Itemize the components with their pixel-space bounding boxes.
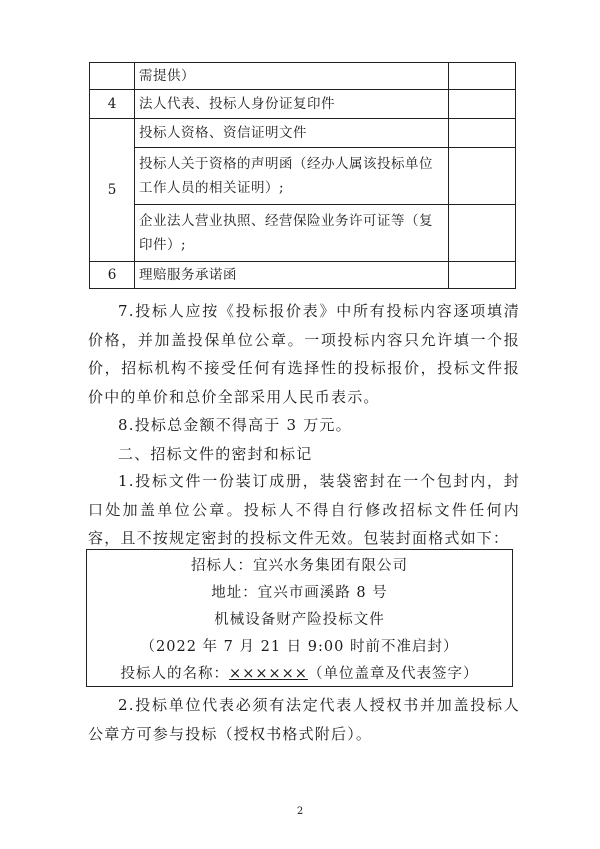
table-row [90, 262, 516, 289]
envelope-deadline: （2022 年 7 月 21 日 9:00 时前不准启封） [140, 639, 459, 655]
row-item-group [135, 119, 449, 262]
row-number: 4 [90, 90, 135, 119]
row-item: 需提供） [135, 63, 449, 90]
row-remark [449, 262, 516, 289]
page-number: 2 [296, 806, 304, 817]
row-remark [449, 63, 516, 90]
row-sub-item: 企业法人营业执照、经营保险业务许可证等（复印件）; [139, 213, 433, 253]
table-row [90, 119, 516, 262]
document-checklist-table [89, 62, 516, 289]
row-item: 理赔服务承诺函 [135, 262, 449, 289]
row-number: 5 [90, 119, 135, 262]
row-sub-remark [449, 119, 515, 148]
row-sub-remark [449, 205, 515, 261]
paragraph-total-amount: 8.投标总金额不得高于 3 万元。 [118, 416, 352, 434]
table-row [90, 63, 516, 90]
bidder-note: （单位盖章及代表签字） [307, 666, 479, 682]
bidder-label: 投标人的名称： [120, 666, 230, 682]
paragraph-sealing: 1.投标文件一份装订成册，装袋密封在一个包封内，封口处加盖单位公章。投标人不得自行修改招标文件任何内容，且不按规定密封的投标文件无效。包装封面格式如下： [88, 472, 520, 547]
row-number [90, 63, 135, 90]
envelope-tenderer: 招标人：宜兴水务集团有限公司 [191, 558, 408, 574]
row-item: 法人代表、投标人身份证复印件 [135, 90, 449, 119]
row-remark [449, 90, 516, 119]
envelope-document-title: 机械设备财产险投标文件 [214, 612, 385, 628]
table-row [90, 90, 516, 119]
envelope-bidder-line [87, 662, 512, 683]
row-sub-remark [449, 148, 515, 205]
row-sub-item: 投标人资格、资信证明文件 [135, 119, 448, 148]
row-number: 6 [90, 262, 135, 289]
section-heading: 二、招标文件的密封和标记 [118, 445, 313, 463]
envelope-address: 地址：宜兴市画溪路 8 号 [211, 585, 388, 601]
paragraph-authorization: 2.投标单位代表必须有法定代表人授权书并加盖投标人公章方可参与投标（授权书格式附后）。 [88, 696, 520, 743]
envelope-cover-format [86, 549, 513, 687]
row-sub-item: 投标人关于资格的声明函（经办人属该投标单位工作人员的相关证明）; [135, 148, 448, 205]
row-remark-group [449, 119, 516, 262]
bidder-name-placeholder: ×××××× [229, 666, 308, 682]
paragraph-pricing: 7.投标人应按《投标报价表》中所有投标内容逐项填清价格，并加盖投保单位公章。一项投标内容只允许填一个报价，招标机构不接受任何有选择性的投标报价，投标文件报价中的单价和总价全部采用人民币表示。 [88, 302, 520, 406]
